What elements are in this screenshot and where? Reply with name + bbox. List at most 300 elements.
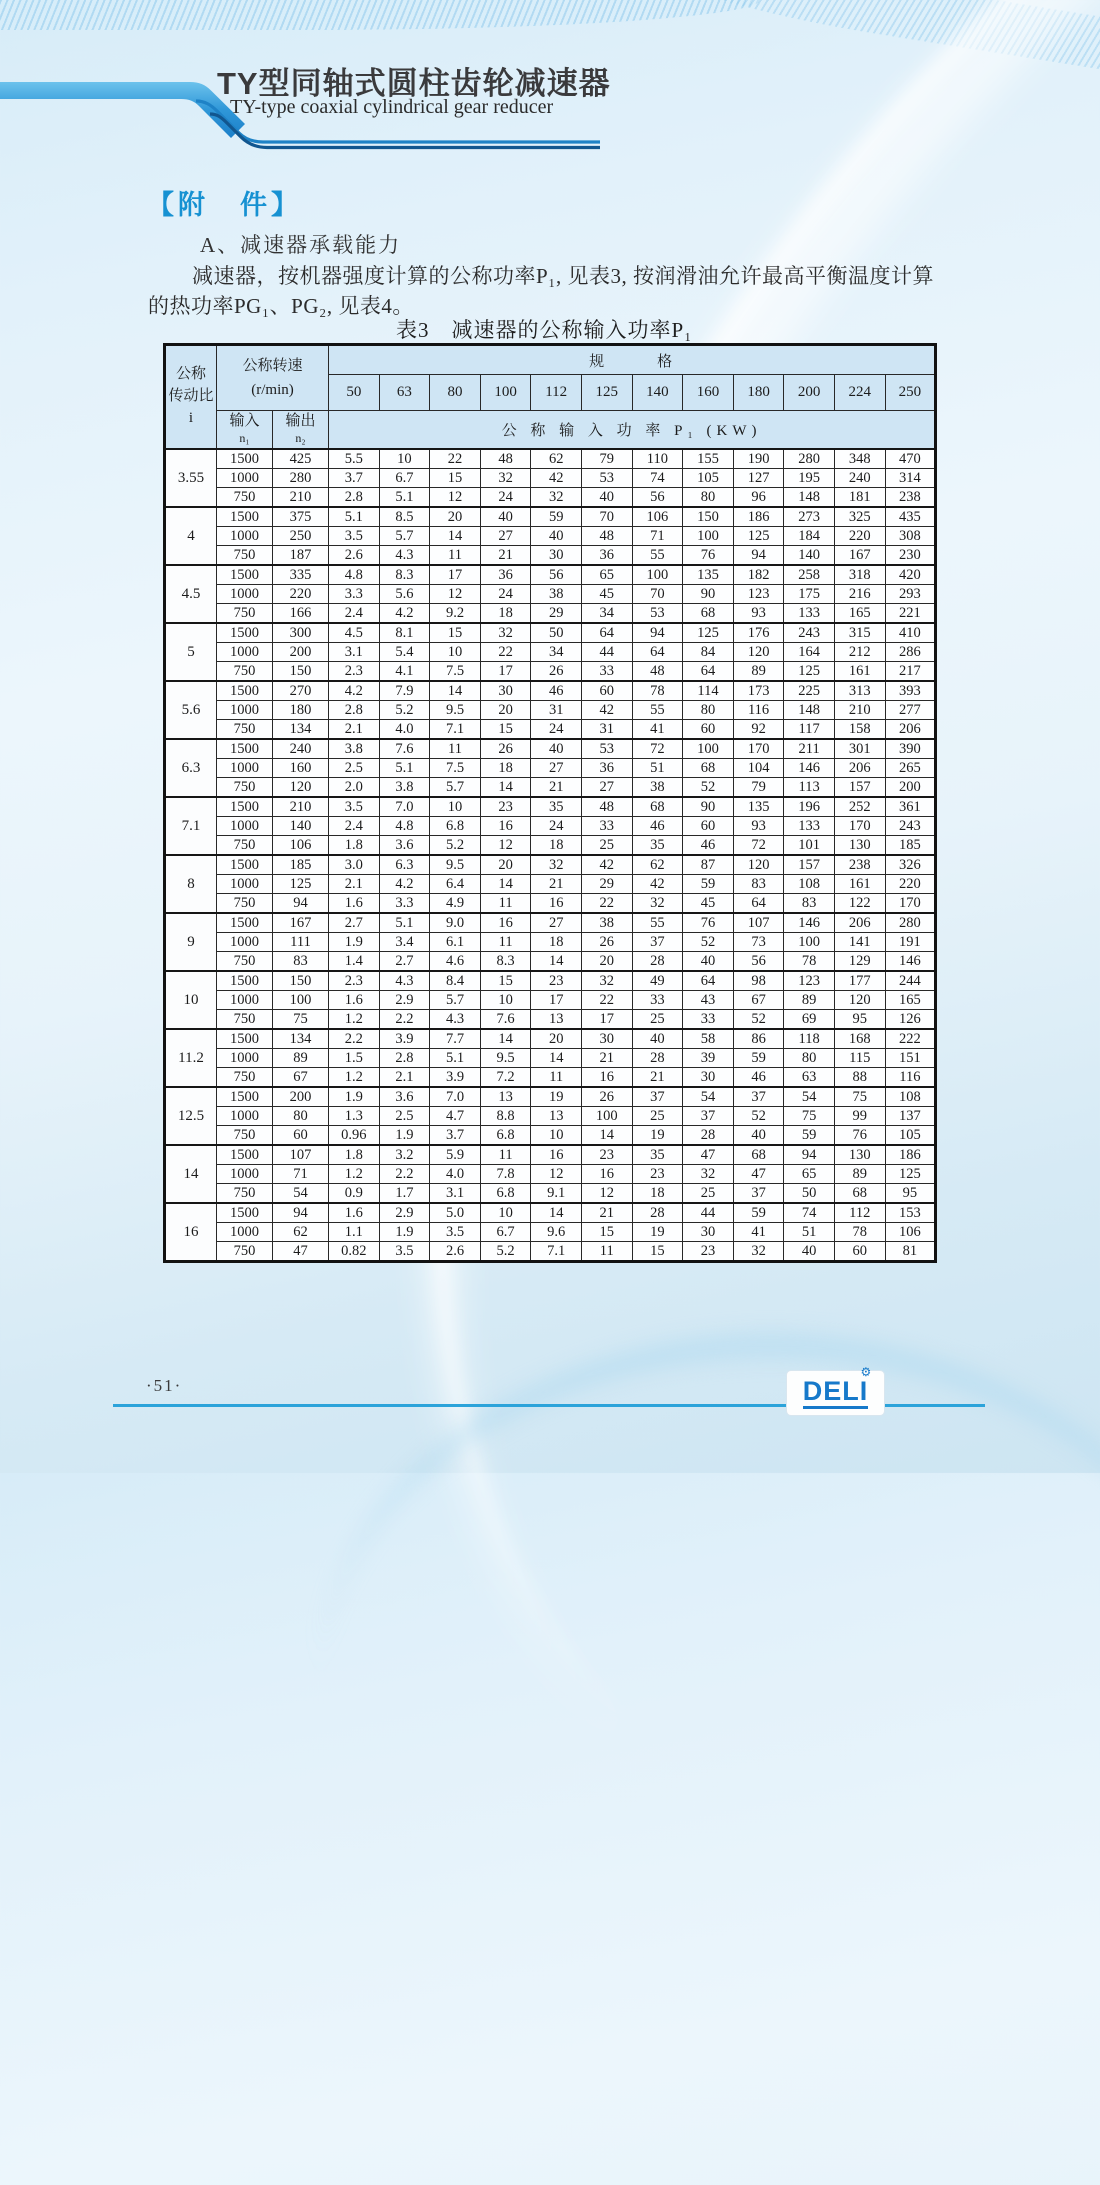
power-value-cell: 146 xyxy=(784,913,835,933)
input-speed-cell: 1500 xyxy=(217,681,273,701)
power-value-cell: 24 xyxy=(480,487,531,507)
power-value-cell: 62 xyxy=(632,855,683,875)
power-value-cell: 16 xyxy=(531,893,582,913)
power-value-cell: 59 xyxy=(733,1048,784,1067)
ratio-cell: 16 xyxy=(165,1203,217,1262)
power-value-cell: 23 xyxy=(531,971,582,991)
power-value-cell: 88 xyxy=(834,1067,885,1087)
power-value-cell: 18 xyxy=(531,835,582,855)
power-value-cell: 64 xyxy=(733,893,784,913)
input-speed-cell: 750 xyxy=(217,603,273,623)
table-row xyxy=(165,1203,936,1223)
output-label: 输出 xyxy=(285,413,316,430)
size-header: 140 xyxy=(632,375,683,411)
power-value-cell: 157 xyxy=(834,777,885,797)
power-value-cell: 67 xyxy=(733,990,784,1009)
power-value-cell: 44 xyxy=(581,642,632,661)
power-value-cell: 32 xyxy=(480,623,531,643)
power-value-cell: 92 xyxy=(733,719,784,739)
power-value-cell: 238 xyxy=(834,855,885,875)
power-value-cell: 15 xyxy=(480,971,531,991)
power-value-cell: 1.4 xyxy=(329,951,380,971)
table-row xyxy=(165,835,936,855)
output-speed-cell: 89 xyxy=(273,1048,329,1067)
power-value-cell: 148 xyxy=(784,700,835,719)
power-value-cell: 72 xyxy=(733,835,784,855)
power-value-cell: 12 xyxy=(430,487,481,507)
power-value-cell: 100 xyxy=(683,739,734,759)
table-row xyxy=(165,855,936,875)
power-value-cell: 35 xyxy=(632,835,683,855)
input-speed-cell: 750 xyxy=(217,661,273,681)
power-value-cell: 7.6 xyxy=(480,1009,531,1029)
power-value-cell: 181 xyxy=(834,487,885,507)
table-header xyxy=(165,345,936,449)
power-value-cell: 32 xyxy=(581,971,632,991)
power-value-cell: 3.0 xyxy=(329,855,380,875)
table-row xyxy=(165,681,936,701)
output-speed-cell: 250 xyxy=(273,526,329,545)
power-value-cell: 4.3 xyxy=(430,1009,481,1029)
power-value-cell: 212 xyxy=(834,642,885,661)
power-value-cell: 301 xyxy=(834,739,885,759)
power-value-cell: 78 xyxy=(784,951,835,971)
power-value-cell: 11 xyxy=(581,1241,632,1261)
output-speed-cell: 83 xyxy=(273,951,329,971)
table-row xyxy=(165,1106,936,1125)
power-value-cell: 6.1 xyxy=(430,932,481,951)
body-paragraph-line1: 减速器，按机器强度计算的公称功率P₁, 见表3, 按润滑油允许最高平衡温度计算 xyxy=(192,264,934,288)
power-value-cell: 3.5 xyxy=(329,526,380,545)
input-speed-cell: 750 xyxy=(217,777,273,797)
input-speed-cell: 750 xyxy=(217,951,273,971)
power-value-cell: 40 xyxy=(531,739,582,759)
power-value-cell: 90 xyxy=(683,584,734,603)
input-speed-cell: 1000 xyxy=(217,1164,273,1183)
gear-icon: ⚙ xyxy=(860,1365,873,1380)
power-value-cell: 74 xyxy=(784,1203,835,1223)
power-value-cell: 1.9 xyxy=(329,932,380,951)
power-value-cell: 420 xyxy=(885,565,936,585)
power-value-cell: 1.9 xyxy=(329,1087,380,1107)
power-value-cell: 2.8 xyxy=(329,700,380,719)
page-title-english: TY-type coaxial cylindrical gear reducer xyxy=(230,96,554,118)
output-speed-cell: 270 xyxy=(273,681,329,701)
input-speed-cell: 1000 xyxy=(217,526,273,545)
power-value-cell: 26 xyxy=(480,739,531,759)
output-speed-cell: 100 xyxy=(273,990,329,1009)
power-value-cell: 56 xyxy=(632,487,683,507)
input-speed-cell: 750 xyxy=(217,1067,273,1087)
ratio-header-line3: i xyxy=(188,409,194,426)
page-title-chinese: TY型同轴式圆柱齿轮减速器 xyxy=(217,66,611,101)
input-speed-cell: 1000 xyxy=(217,642,273,661)
power-value-cell: 8.3 xyxy=(379,565,430,585)
power-value-cell: 23 xyxy=(632,1164,683,1183)
power-value-cell: 54 xyxy=(784,1087,835,1107)
power-value-cell: 1.1 xyxy=(329,1222,380,1241)
input-speed-cell: 1000 xyxy=(217,584,273,603)
power-value-cell: 16 xyxy=(480,913,531,933)
power-value-cell: 15 xyxy=(430,623,481,643)
power-value-cell: 120 xyxy=(733,855,784,875)
power-value-cell: 108 xyxy=(784,874,835,893)
power-value-cell: 80 xyxy=(683,700,734,719)
size-header: 200 xyxy=(784,375,835,411)
power-value-cell: 60 xyxy=(581,681,632,701)
table-row xyxy=(165,777,936,797)
power-value-cell: 32 xyxy=(480,468,531,487)
power-value-cell: 68 xyxy=(733,1145,784,1165)
power-value-cell: 116 xyxy=(885,1067,936,1087)
power-value-cell: 94 xyxy=(632,623,683,643)
power-value-cell: 11 xyxy=(430,545,481,565)
power-value-cell: 68 xyxy=(683,603,734,623)
power-value-cell: 15 xyxy=(430,468,481,487)
ratio-cell: 7.1 xyxy=(165,797,217,855)
power-value-cell: 4.3 xyxy=(379,971,430,991)
power-value-cell: 16 xyxy=(480,816,531,835)
power-value-cell: 158 xyxy=(834,719,885,739)
power-value-cell: 30 xyxy=(531,545,582,565)
power-value-cell: 30 xyxy=(683,1222,734,1241)
power-value-cell: 40 xyxy=(632,1029,683,1049)
power-value-cell: 14 xyxy=(480,777,531,797)
power-value-cell: 280 xyxy=(885,913,936,933)
power-value-cell: 24 xyxy=(531,719,582,739)
power-value-cell: 3.6 xyxy=(379,835,430,855)
power-value-cell: 2.2 xyxy=(379,1009,430,1029)
input-label: 输入 xyxy=(229,413,260,430)
input-speed-cell: 1500 xyxy=(217,797,273,817)
power-value-cell: 3.8 xyxy=(379,777,430,797)
power-value-cell: 21 xyxy=(480,545,531,565)
output-speed-cell: 300 xyxy=(273,623,329,643)
power-value-cell: 98 xyxy=(733,971,784,991)
power-value-cell: 170 xyxy=(733,739,784,759)
power-value-cell: 4.2 xyxy=(379,874,430,893)
power-value-cell: 38 xyxy=(531,584,582,603)
power-value-cell: 130 xyxy=(834,1145,885,1165)
table-row xyxy=(165,1222,936,1241)
power-value-cell: 53 xyxy=(581,739,632,759)
power-value-cell: 7.7 xyxy=(430,1029,481,1049)
power-value-cell: 3.7 xyxy=(430,1125,481,1145)
power-value-cell: 51 xyxy=(784,1222,835,1241)
output-speed-cell: 160 xyxy=(273,758,329,777)
power-header: 公 称 输 入 功 率 P₁ (KW) xyxy=(329,411,936,449)
power-value-cell: 167 xyxy=(834,545,885,565)
power-value-cell: 10 xyxy=(430,797,481,817)
power-value-cell: 34 xyxy=(581,603,632,623)
input-speed-cell: 1500 xyxy=(217,855,273,875)
power-value-cell: 313 xyxy=(834,681,885,701)
size-header: 63 xyxy=(379,375,430,411)
power-value-cell: 3.6 xyxy=(379,1087,430,1107)
power-value-cell: 6.8 xyxy=(430,816,481,835)
power-value-cell: 39 xyxy=(683,1048,734,1067)
output-speed-cell: 107 xyxy=(273,1145,329,1165)
power-value-cell: 48 xyxy=(480,449,531,469)
size-header: 250 xyxy=(885,375,936,411)
power-value-cell: 348 xyxy=(834,449,885,469)
input-speed-cell: 750 xyxy=(217,1183,273,1203)
input-speed-cell: 1000 xyxy=(217,1106,273,1125)
power-value-cell: 2.1 xyxy=(329,719,380,739)
output-speed-cell: 425 xyxy=(273,449,329,469)
power-value-cell: 11 xyxy=(480,932,531,951)
power-value-cell: 120 xyxy=(733,642,784,661)
table-caption: 表3 减速器的公称输入功率P₁ xyxy=(396,318,693,342)
input-speed-cell: 750 xyxy=(217,835,273,855)
power-value-cell: 76 xyxy=(683,545,734,565)
power-value-cell: 45 xyxy=(683,893,734,913)
input-speed-cell: 1000 xyxy=(217,1222,273,1241)
brand-logo xyxy=(786,1365,885,1416)
power-value-cell: 100 xyxy=(581,1106,632,1125)
table-row xyxy=(165,971,936,991)
power-value-cell: 15 xyxy=(632,1241,683,1261)
power-value-cell: 196 xyxy=(784,797,835,817)
power-value-cell: 37 xyxy=(683,1106,734,1125)
power-value-cell: 16 xyxy=(581,1164,632,1183)
size-header: 125 xyxy=(581,375,632,411)
power-value-cell: 10 xyxy=(531,1125,582,1145)
ratio-cell: 10 xyxy=(165,971,217,1029)
input-speed-cell: 1000 xyxy=(217,816,273,835)
table-row xyxy=(165,893,936,913)
power-value-cell: 3.2 xyxy=(379,1145,430,1165)
power-value-cell: 37 xyxy=(733,1087,784,1107)
power-value-cell: 9.5 xyxy=(430,855,481,875)
power-value-cell: 1.2 xyxy=(329,1067,380,1087)
power-value-cell: 38 xyxy=(581,913,632,933)
output-speed-cell: 210 xyxy=(273,797,329,817)
power-value-cell: 2.4 xyxy=(329,816,380,835)
power-value-cell: 7.1 xyxy=(430,719,481,739)
power-value-cell: 12 xyxy=(581,1183,632,1203)
power-value-cell: 13 xyxy=(480,1087,531,1107)
ratio-header-line1: 公称 xyxy=(175,366,206,383)
ratio-cell: 5 xyxy=(165,623,217,681)
output-speed-cell: 280 xyxy=(273,468,329,487)
table-row xyxy=(165,874,936,893)
power-value-cell: 13 xyxy=(531,1009,582,1029)
input-speed-cell: 750 xyxy=(217,719,273,739)
power-value-cell: 27 xyxy=(531,913,582,933)
power-value-cell: 32 xyxy=(531,855,582,875)
power-value-cell: 117 xyxy=(784,719,835,739)
power-value-cell: 127 xyxy=(733,468,784,487)
power-value-cell: 22 xyxy=(581,893,632,913)
power-value-cell: 5.7 xyxy=(379,526,430,545)
output-speed-cell: 150 xyxy=(273,661,329,681)
power-value-cell: 76 xyxy=(683,913,734,933)
power-value-cell: 78 xyxy=(632,681,683,701)
size-header: 180 xyxy=(733,375,784,411)
power-value-cell: 56 xyxy=(733,951,784,971)
power-value-cell: 36 xyxy=(581,545,632,565)
power-value-cell: 165 xyxy=(834,603,885,623)
power-value-cell: 46 xyxy=(683,835,734,855)
input-speed-cell: 1500 xyxy=(217,913,273,933)
power-value-cell: 24 xyxy=(531,816,582,835)
ratio-cell: 4.5 xyxy=(165,565,217,623)
power-value-cell: 6.8 xyxy=(480,1183,531,1203)
power-value-cell: 177 xyxy=(834,971,885,991)
power-value-cell: 36 xyxy=(480,565,531,585)
power-value-cell: 87 xyxy=(683,855,734,875)
power-value-cell: 3.1 xyxy=(430,1183,481,1203)
power-value-cell: 64 xyxy=(581,623,632,643)
power-value-cell: 3.4 xyxy=(379,932,430,951)
table-row xyxy=(165,642,936,661)
power-value-cell: 157 xyxy=(784,855,835,875)
power-value-cell: 10 xyxy=(480,990,531,1009)
power-value-cell: 4.8 xyxy=(379,816,430,835)
input-speed-cell: 1000 xyxy=(217,758,273,777)
background-swoosh-bottom xyxy=(320,1333,1100,2033)
power-value-cell: 49 xyxy=(632,971,683,991)
power-value-cell: 20 xyxy=(581,951,632,971)
power-value-cell: 32 xyxy=(733,1241,784,1261)
input-speed-header xyxy=(217,411,273,449)
power-value-cell: 48 xyxy=(581,526,632,545)
power-value-cell: 191 xyxy=(885,932,936,951)
power-value-cell: 105 xyxy=(885,1125,936,1145)
power-value-cell: 9.5 xyxy=(480,1048,531,1067)
power-value-cell: 325 xyxy=(834,507,885,527)
power-value-cell: 64 xyxy=(632,642,683,661)
power-value-cell: 11 xyxy=(480,1145,531,1165)
power-value-cell: 161 xyxy=(834,874,885,893)
power-value-cell: 59 xyxy=(733,1203,784,1223)
power-value-cell: 135 xyxy=(683,565,734,585)
power-value-cell: 27 xyxy=(581,777,632,797)
table-row xyxy=(165,449,936,469)
power-value-cell: 104 xyxy=(733,758,784,777)
power-value-cell: 3.7 xyxy=(329,468,380,487)
power-value-cell: 9.6 xyxy=(531,1222,582,1241)
power-value-cell: 89 xyxy=(733,661,784,681)
power-value-cell: 59 xyxy=(784,1125,835,1145)
table-row xyxy=(165,758,936,777)
power-value-cell: 11 xyxy=(480,893,531,913)
power-value-cell: 252 xyxy=(834,797,885,817)
power-value-cell: 70 xyxy=(581,507,632,527)
power-value-cell: 5.5 xyxy=(329,449,380,469)
output-speed-cell: 71 xyxy=(273,1164,329,1183)
power-value-cell: 126 xyxy=(885,1009,936,1029)
power-value-cell: 21 xyxy=(581,1203,632,1223)
power-value-cell: 80 xyxy=(683,487,734,507)
power-value-cell: 99 xyxy=(834,1106,885,1125)
power-value-cell: 222 xyxy=(885,1029,936,1049)
power-value-cell: 23 xyxy=(581,1145,632,1165)
power-value-cell: 114 xyxy=(683,681,734,701)
table-row xyxy=(165,1241,936,1261)
power-value-cell: 70 xyxy=(632,584,683,603)
power-value-cell: 29 xyxy=(581,874,632,893)
power-value-cell: 18 xyxy=(480,603,531,623)
power-value-cell: 95 xyxy=(885,1183,936,1203)
table-row xyxy=(165,603,936,623)
power-value-cell: 42 xyxy=(531,468,582,487)
power-value-cell: 12 xyxy=(531,1164,582,1183)
power-value-cell: 5.7 xyxy=(430,990,481,1009)
power-value-cell: 33 xyxy=(581,661,632,681)
power-value-cell: 5.2 xyxy=(480,1241,531,1261)
power-value-cell: 1.7 xyxy=(379,1183,430,1203)
power-value-cell: 22 xyxy=(430,449,481,469)
input-speed-cell: 1500 xyxy=(217,623,273,643)
power-value-cell: 2.1 xyxy=(379,1067,430,1087)
power-value-cell: 2.1 xyxy=(329,874,380,893)
power-value-cell: 42 xyxy=(581,855,632,875)
power-value-cell: 230 xyxy=(885,545,936,565)
output-speed-cell: 94 xyxy=(273,893,329,913)
power-value-cell: 26 xyxy=(581,932,632,951)
power-value-cell: 1.8 xyxy=(329,1145,380,1165)
power-value-cell: 1.3 xyxy=(329,1106,380,1125)
power-value-cell: 52 xyxy=(683,777,734,797)
power-value-cell: 0.96 xyxy=(329,1125,380,1145)
input-speed-cell: 1500 xyxy=(217,971,273,991)
table-row xyxy=(165,700,936,719)
power-value-cell: 211 xyxy=(784,739,835,759)
power-value-cell: 210 xyxy=(834,700,885,719)
table-body xyxy=(165,449,936,1262)
power-value-cell: 48 xyxy=(581,797,632,817)
power-value-cell: 9.5 xyxy=(430,700,481,719)
power-value-cell: 243 xyxy=(784,623,835,643)
power-value-cell: 3.9 xyxy=(430,1067,481,1087)
power-value-cell: 100 xyxy=(632,565,683,585)
power-value-cell: 2.9 xyxy=(379,990,430,1009)
power-value-cell: 27 xyxy=(531,758,582,777)
power-value-cell: 16 xyxy=(581,1067,632,1087)
power-value-cell: 4.5 xyxy=(329,623,380,643)
power-value-cell: 4.2 xyxy=(329,681,380,701)
power-value-cell: 47 xyxy=(733,1164,784,1183)
power-value-cell: 2.0 xyxy=(329,777,380,797)
power-value-cell: 41 xyxy=(632,719,683,739)
power-value-cell: 89 xyxy=(834,1164,885,1183)
power-value-cell: 206 xyxy=(834,758,885,777)
power-value-cell: 3.8 xyxy=(329,739,380,759)
size-header: 80 xyxy=(430,375,481,411)
power-value-cell: 19 xyxy=(531,1087,582,1107)
power-value-cell: 5.1 xyxy=(329,507,380,527)
power-value-cell: 129 xyxy=(834,951,885,971)
power-value-cell: 10 xyxy=(430,642,481,661)
body-paragraph-line2: 的热功率PG₁、PG₂, 见表4。 xyxy=(148,294,414,318)
power-value-cell: 110 xyxy=(632,449,683,469)
power-value-cell: 25 xyxy=(632,1106,683,1125)
power-value-cell: 277 xyxy=(885,700,936,719)
power-value-cell: 36 xyxy=(581,758,632,777)
power-value-cell: 23 xyxy=(683,1241,734,1261)
ratio-cell: 4 xyxy=(165,507,217,565)
power-value-cell: 206 xyxy=(834,913,885,933)
power-value-cell: 3.5 xyxy=(379,1241,430,1261)
ratio-header-line2: 传动比 xyxy=(168,387,214,404)
input-speed-cell: 1000 xyxy=(217,990,273,1009)
power-value-cell: 64 xyxy=(683,971,734,991)
power-value-cell: 225 xyxy=(784,681,835,701)
power-value-cell: 5.0 xyxy=(430,1203,481,1223)
table-row xyxy=(165,1183,936,1203)
